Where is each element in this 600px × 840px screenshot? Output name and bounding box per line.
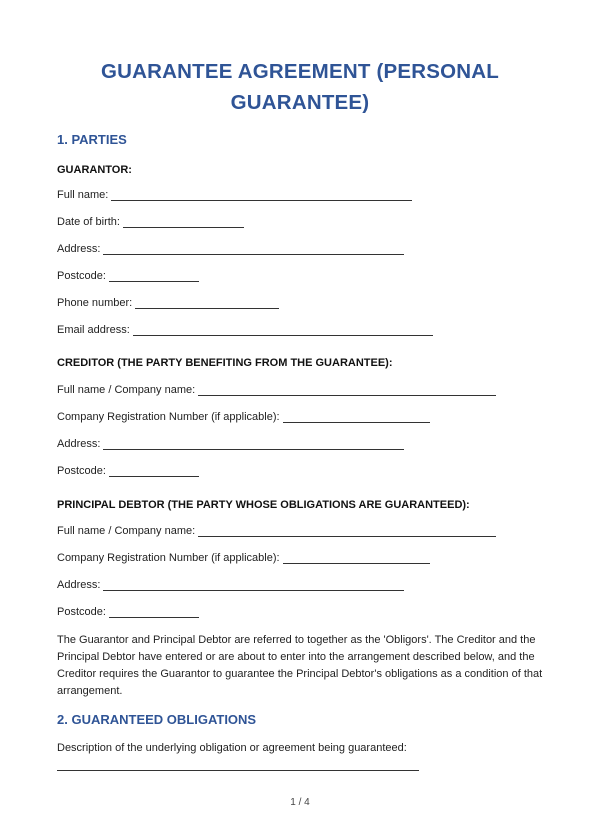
guarantor-phone-field[interactable] — [57, 297, 279, 311]
fill-line[interactable] — [103, 438, 404, 450]
debtor-address-field[interactable] — [57, 579, 404, 593]
field-label: Address: — [57, 579, 101, 591]
document-title — [0, 56, 600, 118]
obligors-paragraph: The Guarantor and Principal Debtor are referred to together as the 'Obligors'. The Creditor and the Principal Debtor have entered or are about to enter into the arrangement described below, and the Creditor requires the Guarantor to guarantee the Principal Debtor's obligations as a condition of that arrangement. — [57, 634, 543, 697]
fill-line[interactable] — [135, 297, 279, 309]
fill-line[interactable] — [103, 243, 404, 255]
section-heading-guaranteed-obligations: 2. GUARANTEED OBLIGATIONS — [57, 712, 257, 727]
creditor-reg-number-field[interactable] — [57, 411, 430, 425]
fill-line[interactable] — [109, 465, 199, 477]
field-label: Phone number: — [57, 297, 133, 309]
title-line-2: GUARANTEE) — [230, 91, 370, 114]
guarantor-postcode-field[interactable] — [57, 270, 199, 284]
field-label: Email address: — [57, 324, 130, 336]
fill-line[interactable] — [109, 606, 199, 618]
section-heading-parties: 1. PARTIES — [57, 132, 127, 147]
fill-line[interactable] — [109, 270, 199, 282]
creditor-heading: CREDITOR (THE PARTY BENEFITING FROM THE GUARANTEE): — [57, 357, 393, 369]
guarantor-dob-field[interactable] — [57, 216, 244, 230]
guarantor-email-field[interactable] — [57, 324, 433, 338]
title-line-1: GUARANTEE AGREEMENT (PERSONAL — [101, 60, 499, 83]
field-label: Full name / Company name: — [57, 384, 196, 396]
field-label: Company Registration Number (if applicable): — [57, 411, 280, 423]
guarantor-full-name-field[interactable] — [57, 189, 412, 203]
field-label: Date of birth: — [57, 216, 120, 228]
field-label: Address: — [57, 243, 101, 255]
obligation-description-line[interactable] — [57, 770, 419, 771]
creditor-postcode-field[interactable] — [57, 465, 199, 479]
fill-line[interactable] — [198, 384, 496, 396]
fill-line[interactable] — [133, 324, 433, 336]
field-label: Company Registration Number (if applicable): — [57, 552, 280, 564]
creditor-name-field[interactable] — [57, 384, 496, 398]
page-number: 1 / 4 — [290, 797, 310, 808]
creditor-address-field[interactable] — [57, 438, 404, 452]
debtor-reg-number-field[interactable] — [57, 552, 430, 566]
fill-line[interactable] — [283, 552, 430, 564]
field-label: Postcode: — [57, 465, 106, 477]
debtor-postcode-field[interactable] — [57, 606, 199, 620]
field-label: Full name: — [57, 189, 109, 201]
field-label: Postcode: — [57, 270, 106, 282]
debtor-heading: PRINCIPAL DEBTOR (THE PARTY WHOSE OBLIGATIONS ARE GUARANTEED): — [57, 499, 470, 511]
fill-line[interactable] — [111, 189, 412, 201]
fill-line[interactable] — [103, 579, 404, 591]
guarantor-address-field[interactable] — [57, 243, 404, 257]
obligation-description-label: Description of the underlying obligation or agreement being guaranteed: — [57, 742, 407, 754]
debtor-name-field[interactable] — [57, 525, 496, 539]
fill-line[interactable] — [283, 411, 430, 423]
fill-line[interactable] — [123, 216, 244, 228]
guarantor-heading: GUARANTOR: — [57, 164, 132, 176]
field-label: Address: — [57, 438, 101, 450]
field-label: Full name / Company name: — [57, 525, 196, 537]
fill-line[interactable] — [198, 525, 496, 537]
field-label: Postcode: — [57, 606, 106, 618]
